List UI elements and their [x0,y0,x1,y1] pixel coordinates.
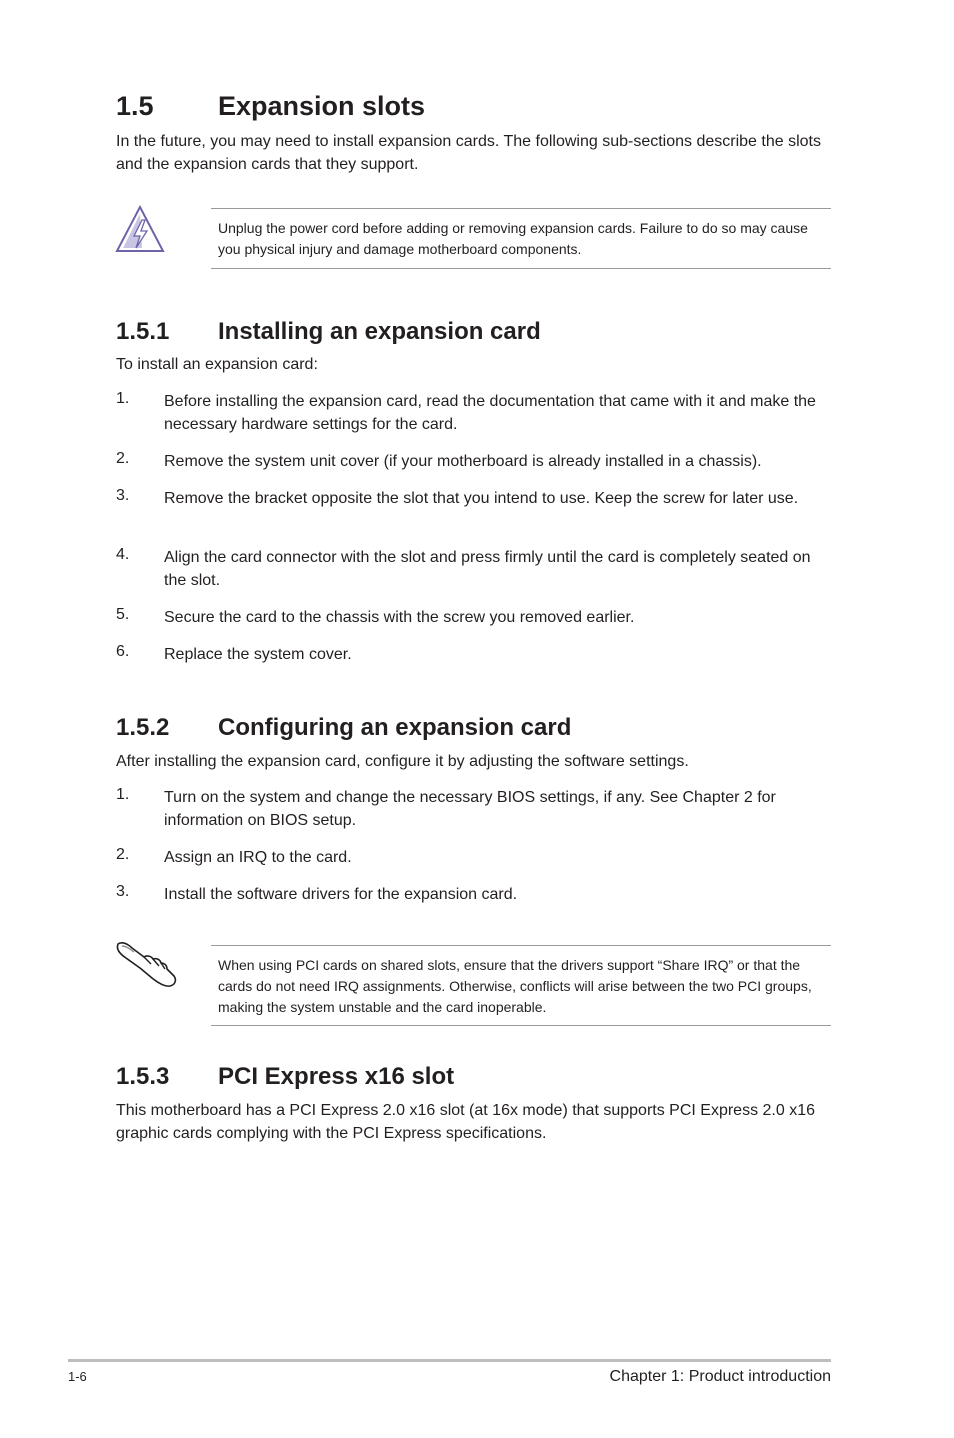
section-title: Expansion slots [218,91,426,121]
subsection-title: Configuring an expansion card [218,714,572,741]
step-number: 2. [116,450,130,467]
subsection-title: PCI Express x16 slot [218,1063,455,1090]
step-number: 3. [116,883,130,900]
step-text: Turn on the system and change the necessary BIOS settings, if any. See Chapter 2 for information on BIOS setup. [164,789,776,829]
step-text: Align the card connector with the slot and press firmly until the card is completely seated on the slot. [164,549,811,589]
page-number: 1-6 [68,1369,87,1384]
step-text: Remove the bracket opposite the slot that you intend to use. Keep the screw for later use. [164,490,799,507]
step-text: Replace the system cover. [164,646,352,663]
note-top-rule [211,945,831,946]
step-text: Remove the system unit cover (if your motherboard is already installed in a chassis). [164,453,762,470]
note-text: When using PCI cards on shared slots, ensure that the drivers support “Share IRQ” or that the cards do not need IRQ assignments. Otherwise, conflicts will arise between the two PCI groups, making the system unstable and the card inoperable. [218,957,812,1015]
step-number: 1. [116,390,130,407]
step-number: 5. [116,606,130,623]
step-number: 1. [116,786,130,803]
step-number: 4. [116,546,130,563]
step-text: Secure the card to the chassis with the screw you removed earlier. [164,609,635,626]
chapter-title: Chapter 1: Product introduction [609,1368,831,1385]
step-text: Assign an IRQ to the card. [164,849,352,866]
step-text: Install the software drivers for the expansion card. [164,886,518,903]
step-text: Before installing the expansion card, read the documentation that came with it and make the necessary hardware settings for the card. [164,393,816,433]
warning-lightning-icon [114,204,166,259]
section-number: 1.5 [116,91,154,121]
subsection-intro: After installing the expansion card, configure it by adjusting the software settings. [116,753,689,770]
subsection-title: Installing an expansion card [218,318,541,345]
warning-top-rule [211,208,831,209]
section-intro: In the future, you may need to install expansion cards. The following sub-sections describe the slots and the expansion cards that they support. [116,133,821,173]
step-number: 2. [116,846,130,863]
step-number: 6. [116,643,130,660]
warning-text: Unplug the power cord before adding or removing expansion cards. Failure to do so may cause you physical injury and damage motherboard components. [218,220,808,257]
subsection-text: This motherboard has a PCI Express 2.0 x16 slot (at 16x mode) that supports PCI Express 2.0 x16 graphic cards complying with the PCI Express specifications. [116,1102,815,1142]
step-number: 3. [116,487,130,504]
subsection-number: 1.5.3 [116,1063,170,1090]
subsection-intro: To install an expansion card: [116,356,318,373]
footer-rule [68,1359,831,1362]
subsection-number: 1.5.1 [116,318,170,345]
pointing-hand-icon [114,938,180,995]
warning-bottom-rule [211,268,831,269]
subsection-number: 1.5.2 [116,714,170,741]
note-bottom-rule [211,1025,831,1026]
